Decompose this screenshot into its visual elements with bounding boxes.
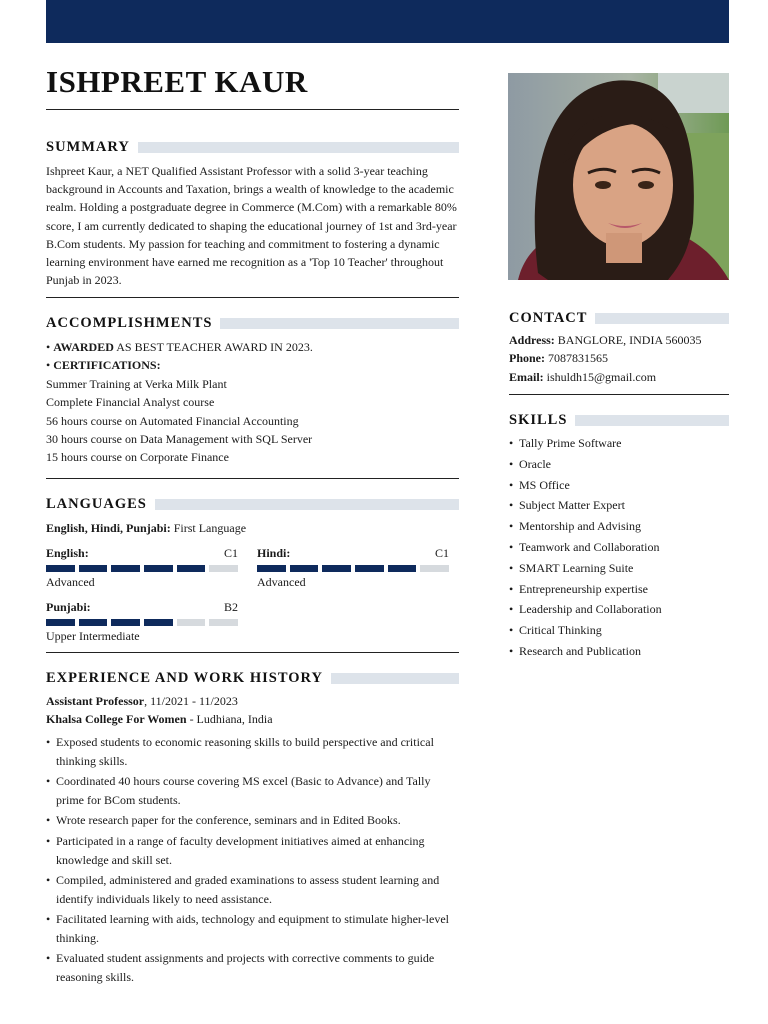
proficiency-segment — [144, 565, 173, 572]
accomplishments-heading-text: ACCOMPLISHMENTS — [46, 315, 213, 331]
job-dates: , 11/2021 - 11/2023 — [144, 694, 238, 708]
experience-bullets — [46, 733, 461, 989]
portrait-illustration — [508, 73, 729, 280]
list-item: • MS Office — [509, 476, 662, 497]
language-name: Hindi: — [257, 546, 291, 560]
language-level: Advanced — [46, 575, 95, 589]
job-title: Assistant Professor — [46, 694, 145, 708]
proficiency-segment — [209, 565, 238, 572]
proficiency-segment — [144, 619, 173, 626]
list-item: • Entrepreneurship expertise — [509, 580, 662, 601]
list-item: • Wrote research paper for the conference, seminars and in Edited Books. — [46, 811, 461, 830]
languages-divider — [46, 652, 459, 653]
list-item: • Research and Publication — [509, 642, 662, 663]
contact-divider — [509, 394, 729, 395]
cert-item: 15 hours course on Corporate Finance — [46, 450, 229, 465]
proficiency-segment — [111, 619, 140, 626]
language-punjabi — [46, 600, 238, 643]
list-item: • SMART Learning Suite — [509, 559, 662, 580]
list-item: • Compiled, administered and graded examinations to assess student learning and identify individuals likely to need assistance. — [46, 871, 461, 909]
list-item: • Oracle — [509, 455, 662, 476]
list-item: • Evaluated student assignments and projects with corrective comments to guide reasoning skills. — [46, 949, 461, 987]
contact-address: Address: BANGLORE, INDIA 560035 — [509, 333, 702, 347]
accomplishments-heading — [46, 315, 459, 332]
proficiency-segment — [209, 619, 238, 626]
experience-heading-text: EXPERIENCE AND WORK HISTORY — [46, 670, 323, 686]
language-code: C1 — [223, 546, 238, 560]
accomplishments-list — [46, 338, 459, 467]
language-code: C1 — [434, 546, 449, 560]
list-item: • Exposed students to economic reasoning skills to build perspective and critical thinking skills. — [46, 733, 461, 771]
cert-item: Summer Training at Verka Milk Plant — [46, 376, 227, 391]
certifications-label: • CERTIFICATIONS: — [46, 358, 161, 373]
proficiency-segment — [79, 565, 108, 572]
proficiency-segment — [177, 565, 206, 572]
candidate-name: ISHPREET KAUR — [46, 64, 308, 99]
languages-heading — [46, 496, 459, 513]
languages-heading-text: LANGUAGES — [46, 496, 147, 512]
language-level: Advanced — [257, 575, 306, 589]
list-item: • Mentorship and Advising — [509, 517, 662, 538]
proficiency-segment — [290, 565, 319, 572]
cert-item: 30 hours course on Data Management with SQL Server — [46, 432, 313, 447]
proficiency-segment — [46, 619, 75, 626]
list-item: • Subject Matter Expert — [509, 496, 662, 517]
language-english — [46, 546, 238, 589]
proficiency-bar — [257, 565, 449, 572]
summary-divider — [46, 297, 459, 298]
summary-text: Ishpreet Kaur, a NET Qualified Assistant Professor with a solid 3-year teaching background in Accounts and Taxation, brings a wealth of knowledge to the academic realm. Holding a postgraduate degree in Commerce (M.Com) with a remarkable 80% score, I am currently dedicated to shaping the educational journey of 1st and 3rd-year B.Com students. My passion for teaching and commitment to fostering a dynamic learning environment have earned me recognition as a 'Top 10 Teacher' throughout Punjab in 2023. — [46, 164, 457, 288]
list-item: • Critical Thinking — [509, 621, 662, 642]
proficiency-segment — [388, 565, 417, 572]
list-item: • Participated in a range of faculty development initiatives aimed at enhancing knowledge and skill set. — [46, 832, 461, 870]
language-code: B2 — [223, 600, 238, 614]
list-item: • Facilitated learning with aids, technology and equipment to stimulate higher-level thinking. — [46, 910, 461, 948]
language-level: Upper Intermediate — [46, 629, 140, 643]
proficiency-bar — [46, 619, 238, 626]
list-item: • Coordinated 40 hours course covering MS excel (Basic to Advance) and Tally prime for BCom students. — [46, 772, 461, 810]
skills-list — [509, 434, 662, 663]
cert-item: Complete Financial Analyst course — [46, 395, 215, 410]
proficiency-segment — [355, 565, 384, 572]
language-name: English: — [46, 546, 89, 560]
proficiency-segment — [177, 619, 206, 626]
language-name: Punjabi: — [46, 600, 91, 614]
list-item: • Teamwork and Collaboration — [509, 538, 662, 559]
job-title-line — [46, 692, 459, 710]
proficiency-segment — [420, 565, 449, 572]
employer: Khalsa College For Women — [46, 712, 187, 726]
job-location: - Ludhiana, India — [186, 712, 273, 726]
proficiency-segment — [46, 565, 75, 572]
header-band — [46, 0, 729, 43]
name-divider — [46, 109, 459, 110]
proficiency-segment — [79, 619, 108, 626]
proficiency-segment — [257, 565, 286, 572]
list-item: • Leadership and Collaboration — [509, 600, 662, 621]
contact-phone: Phone: 7087831565 — [509, 351, 608, 366]
proficiency-segment — [322, 565, 351, 572]
skills-heading — [509, 412, 729, 429]
skills-heading-text: SKILLS — [509, 412, 568, 428]
first-language-line: English, Hindi, Punjabi: First Language — [46, 521, 247, 535]
proficiency-bar — [46, 565, 238, 572]
summary-heading-text: SUMMARY — [46, 139, 130, 155]
award-line: • AWARDED AS BEST TEACHER AWARD IN 2023. — [46, 340, 313, 354]
profile-photo — [508, 73, 729, 280]
contact-heading-text: CONTACT — [509, 310, 588, 326]
contact-heading — [509, 310, 729, 327]
language-hindi — [257, 546, 449, 589]
employer-line — [46, 710, 459, 728]
proficiency-segment — [111, 565, 140, 572]
list-item: • Tally Prime Software — [509, 434, 662, 455]
contact-email: Email: ishuldh15@gmail.com — [509, 369, 657, 384]
summary-heading — [46, 139, 459, 156]
experience-heading — [46, 670, 459, 687]
contact-details — [509, 331, 731, 386]
accomplishments-divider — [46, 478, 459, 479]
cert-item: 56 hours course on Automated Financial Accounting — [46, 413, 299, 428]
